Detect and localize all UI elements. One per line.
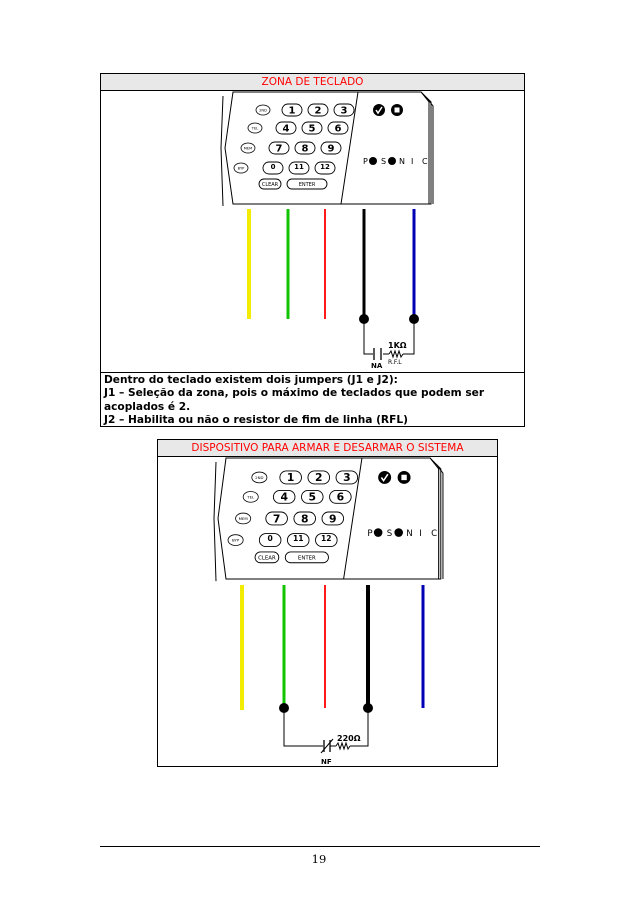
- number-key-label: 8: [301, 143, 309, 155]
- number-key-label: 9: [329, 512, 337, 526]
- description-line: J1 – Seleção da zona, pois o máximo de teclados que podem ser: [104, 387, 485, 400]
- brand-letter: C: [422, 157, 428, 166]
- number-key-label: 4: [280, 490, 288, 504]
- number-key-label: 2: [315, 471, 323, 485]
- enter-key-label: ENTER: [297, 555, 316, 562]
- keypad-edge: [214, 462, 216, 581]
- arm-disarm-diagram: [158, 440, 499, 768]
- contact-label: NF: [321, 758, 332, 766]
- description-line: J2 – Habilita ou não o resistor de fim de linha (RFL): [104, 413, 408, 426]
- number-key-label: 7: [272, 512, 281, 526]
- number-key-label: 3: [340, 105, 348, 117]
- number-key-label: 0: [267, 534, 273, 544]
- resistor-label: 220Ω: [337, 734, 361, 743]
- clear-key-label: CLEAR: [261, 182, 279, 188]
- armed-icon-square: [401, 475, 406, 480]
- function-key-label: TEL: [247, 494, 255, 500]
- number-key-label: 6: [334, 123, 342, 135]
- brand-dot: [394, 528, 403, 537]
- brand-letter: P: [363, 157, 368, 166]
- function-key-label: 2ND: [259, 108, 267, 113]
- brand-dot: [388, 157, 396, 165]
- resistor: [336, 743, 350, 749]
- section-title: DISPOSITIVO PARA ARMAR E DESARMAR O SISTEMA: [158, 440, 497, 457]
- number-key-label: 2: [314, 105, 322, 117]
- function-key-label: BYP: [237, 166, 245, 171]
- brand-dot: [374, 528, 383, 537]
- number-key-label: 12: [320, 163, 330, 171]
- brand-letter: S: [386, 528, 393, 539]
- number-key-label: 3: [343, 471, 351, 485]
- armed-icon-square: [395, 108, 400, 113]
- function-key-label: MEM: [243, 146, 253, 151]
- number-key-label: 9: [327, 143, 335, 155]
- contact-label: NA: [371, 362, 383, 370]
- brand-letter: N: [399, 157, 405, 166]
- brand-letter: I: [419, 528, 422, 539]
- clear-key-label: CLEAR: [258, 555, 276, 562]
- keypad-zone-section: [100, 73, 525, 427]
- check-icon: [373, 104, 385, 116]
- number-key-label: 1: [286, 471, 295, 485]
- keypad: [214, 458, 443, 581]
- brand-letter: N: [406, 528, 413, 539]
- brand-letter: P: [367, 528, 373, 539]
- keypad-zone-diagram: [101, 74, 526, 374]
- circuit-line: [364, 319, 389, 354]
- number-key-label: 11: [292, 534, 304, 544]
- rfl-label: R.F.L: [388, 359, 402, 366]
- function-key-label: BYP: [232, 537, 240, 543]
- number-key-label: 4: [282, 123, 290, 135]
- brand-letter: I: [411, 157, 414, 166]
- description-line: Dentro do teclado existem dois jumpers (J1 e J2):: [104, 374, 398, 386]
- jumper-description: [101, 372, 524, 427]
- brand-dot: [369, 157, 377, 165]
- number-key-label: 1: [288, 105, 296, 117]
- resistor-label: 1KΩ: [388, 341, 407, 350]
- function-key-label: MEM: [238, 516, 248, 522]
- number-key-label: 11: [294, 163, 304, 171]
- brand-letter: S: [381, 157, 387, 166]
- number-key-label: 6: [336, 490, 345, 504]
- brand-letter: C: [431, 528, 438, 539]
- arm-disarm-section: [157, 439, 498, 767]
- number-key-label: 7: [275, 143, 283, 155]
- keypad: [221, 92, 433, 206]
- number-key-label: 5: [308, 123, 316, 135]
- number-key-label: 0: [270, 163, 276, 171]
- number-key-label: 5: [308, 490, 317, 504]
- circuit-line: [284, 708, 336, 746]
- function-key-label: TEL: [251, 126, 259, 131]
- number-key-label: 12: [321, 534, 332, 544]
- function-key-label: 2ND: [255, 475, 264, 481]
- keypad-edge: [221, 96, 223, 206]
- number-key-label: 8: [300, 512, 309, 526]
- check-icon: [378, 471, 391, 484]
- resistor: [389, 351, 403, 357]
- section-title: ZONA DE TECLADO: [101, 74, 524, 91]
- page-number: 19: [311, 852, 327, 866]
- description-line: acoplados é 2.: [104, 400, 191, 413]
- footer-rule: [100, 846, 540, 847]
- enter-key-label: ENTER: [298, 182, 316, 188]
